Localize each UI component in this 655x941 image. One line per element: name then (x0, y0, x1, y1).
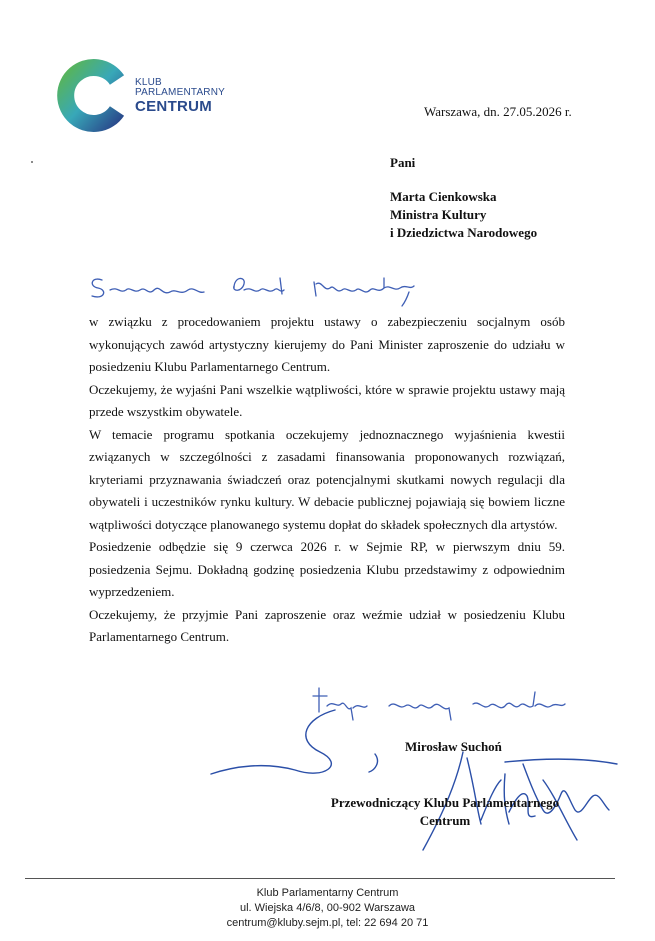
signatory-role-line-1: Przewodniczący Klubu Parlamentarnego (330, 795, 560, 810)
body-paragraph-5: Oczekujemy, że przyjmie Pani zaproszenie oraz weźmie udział w posiedzeniu Klubu Parlamentarnego Centrum. (89, 606, 565, 644)
logo-line-1: KLUB (135, 77, 162, 88)
centrum-logo-icon (55, 58, 130, 133)
scan-speck (31, 161, 33, 163)
body-paragraph-2: Oczekujemy, że wyjaśni Pani wszelkie wątpliwości, które w sprawie projektu ustawy mają przede wszystkim obywatele. (89, 381, 565, 419)
recipient-name: Marta Cienkowska (390, 189, 497, 204)
logo-wordmark (135, 78, 225, 115)
logo-line-2: PARLAMENTARNY (135, 87, 226, 98)
recipient-block (390, 154, 537, 242)
signatory-role (325, 794, 565, 830)
footer-contact: centrum@kluby.sejm.pl, tel: 22 694 20 71 (226, 917, 429, 929)
letter-footer (0, 886, 655, 931)
body-paragraph-4: Posiedzenie odbędzie się 9 czerwca 2026 r. w Sejmie RP, w pierwszym dniu 59. posiedzenia Sejmu. Dokładną godzinę posiedzenia Klubu przedstawimy z odpowiednim wyprzedzeniem. (89, 539, 565, 599)
signatory-role-line-2: Centrum (419, 813, 471, 828)
handwritten-signature (205, 700, 625, 860)
recipient-greeting: Pani (390, 155, 416, 170)
recipient-title-2: i Dziedzictwa Narodowego (390, 225, 538, 240)
logo-line-3: CENTRUM (135, 98, 213, 115)
recipient-title-1: Ministra Kultury (390, 207, 487, 222)
letter-body (89, 311, 565, 649)
footer-divider (25, 878, 615, 879)
letter-date: Warszawa, dn. 27.05.2026 r. (424, 104, 572, 119)
handwritten-salutation (84, 266, 424, 311)
signatory-name: Mirosław Suchoń (405, 739, 502, 754)
body-paragraph-1: w związku z procedowaniem projektu ustawy o zabezpieczeniu socjalnym osób wykonujących zawód artystyczny kierujemy do Pani Minister zaproszenie do udziału w posiedzeniu Klubu Parlamentarnego Centrum. (89, 314, 565, 374)
footer-address: ul. Wiejska 4/6/8, 00-902 Warszawa (239, 902, 416, 914)
body-paragraph-3: W temacie programu spotkania oczekujemy jednoznacznego wyjaśnienia kwestii związanych w szczególności z zasadami finansowania proponowanych rozwiązań, kryteriami przyznawania świadczeń oraz potencjalnymi skutkami nowych regulacji dla obywateli i uczestników rynku kultury. W debacie publicznej pojawiają się bowiem liczne wątpliwości dotyczące planowanego systemu dopłat do składek społecznych dla artystów. (89, 426, 565, 532)
footer-org: Klub Parlamentarny Centrum (256, 887, 399, 899)
